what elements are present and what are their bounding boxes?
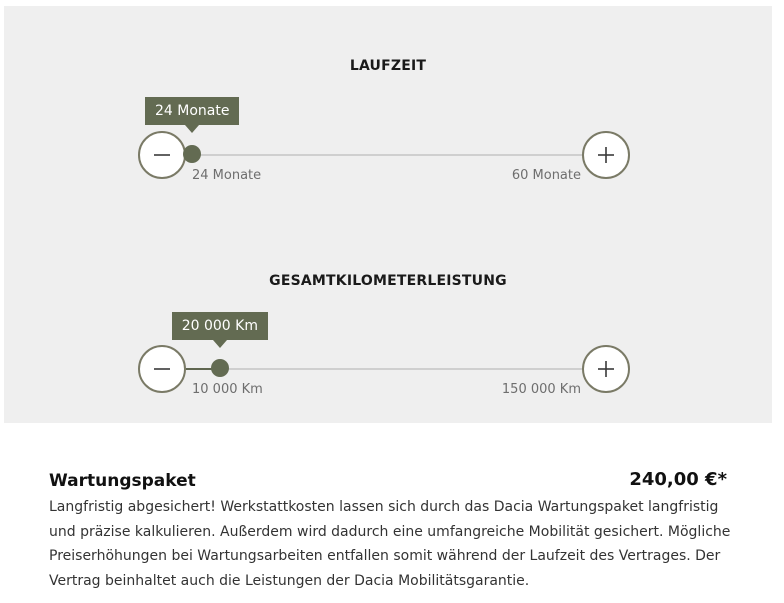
kilometer-value-tooltip: 20 000 Km bbox=[172, 312, 268, 340]
package-description: Langfristig abgesichert! Werkstattkosten lassen sich durch das Dacia Wartungspaket langfristig und präzise kalkulieren. Außerdem wird dadurch eine umfangreiche Mobilität gesichert. Mögliche Preiserhöhungen bei Wartungsarbeiten entfallen somit während der Laufzeit des Vertrages. Der Vertrag beinhaltet auch die Leistungen der Dacia Mobilitätsgarantie. bbox=[49, 499, 731, 589]
kilometer-max-label: 150 000 Km bbox=[501, 382, 581, 397]
kilometer-tooltip-arrow bbox=[213, 340, 227, 348]
package-title: Wartungspaket bbox=[49, 471, 196, 491]
laufzeit-max-label: 60 Monate bbox=[511, 168, 581, 183]
package-price: 240,00 €* bbox=[629, 469, 727, 490]
minus-icon bbox=[153, 360, 171, 378]
kilometer-increase-button[interactable] bbox=[582, 345, 630, 393]
laufzeit-title: LAUFZEIT bbox=[349, 58, 427, 74]
laufzeit-slider-track[interactable] bbox=[186, 154, 582, 156]
laufzeit-increase-button[interactable] bbox=[582, 131, 630, 179]
laufzeit-min-label: 24 Monate bbox=[192, 168, 262, 183]
plus-icon bbox=[597, 146, 615, 164]
kilometer-min-label: 10 000 Km bbox=[192, 382, 263, 397]
laufzeit-tooltip-arrow bbox=[185, 125, 199, 133]
minus-icon bbox=[153, 146, 171, 164]
laufzeit-value-tooltip: 24 Monate bbox=[145, 97, 239, 125]
plus-icon bbox=[597, 360, 615, 378]
kilometer-slider-track[interactable] bbox=[186, 368, 582, 370]
kilometer-title: GESAMTKILOMETERLEISTUNG bbox=[269, 273, 507, 289]
kilometer-slider-thumb[interactable] bbox=[211, 359, 229, 377]
kilometer-decrease-button[interactable] bbox=[138, 345, 186, 393]
laufzeit-slider-thumb[interactable] bbox=[183, 145, 201, 163]
laufzeit-decrease-button[interactable] bbox=[138, 131, 186, 179]
configuration-panel bbox=[4, 6, 772, 423]
